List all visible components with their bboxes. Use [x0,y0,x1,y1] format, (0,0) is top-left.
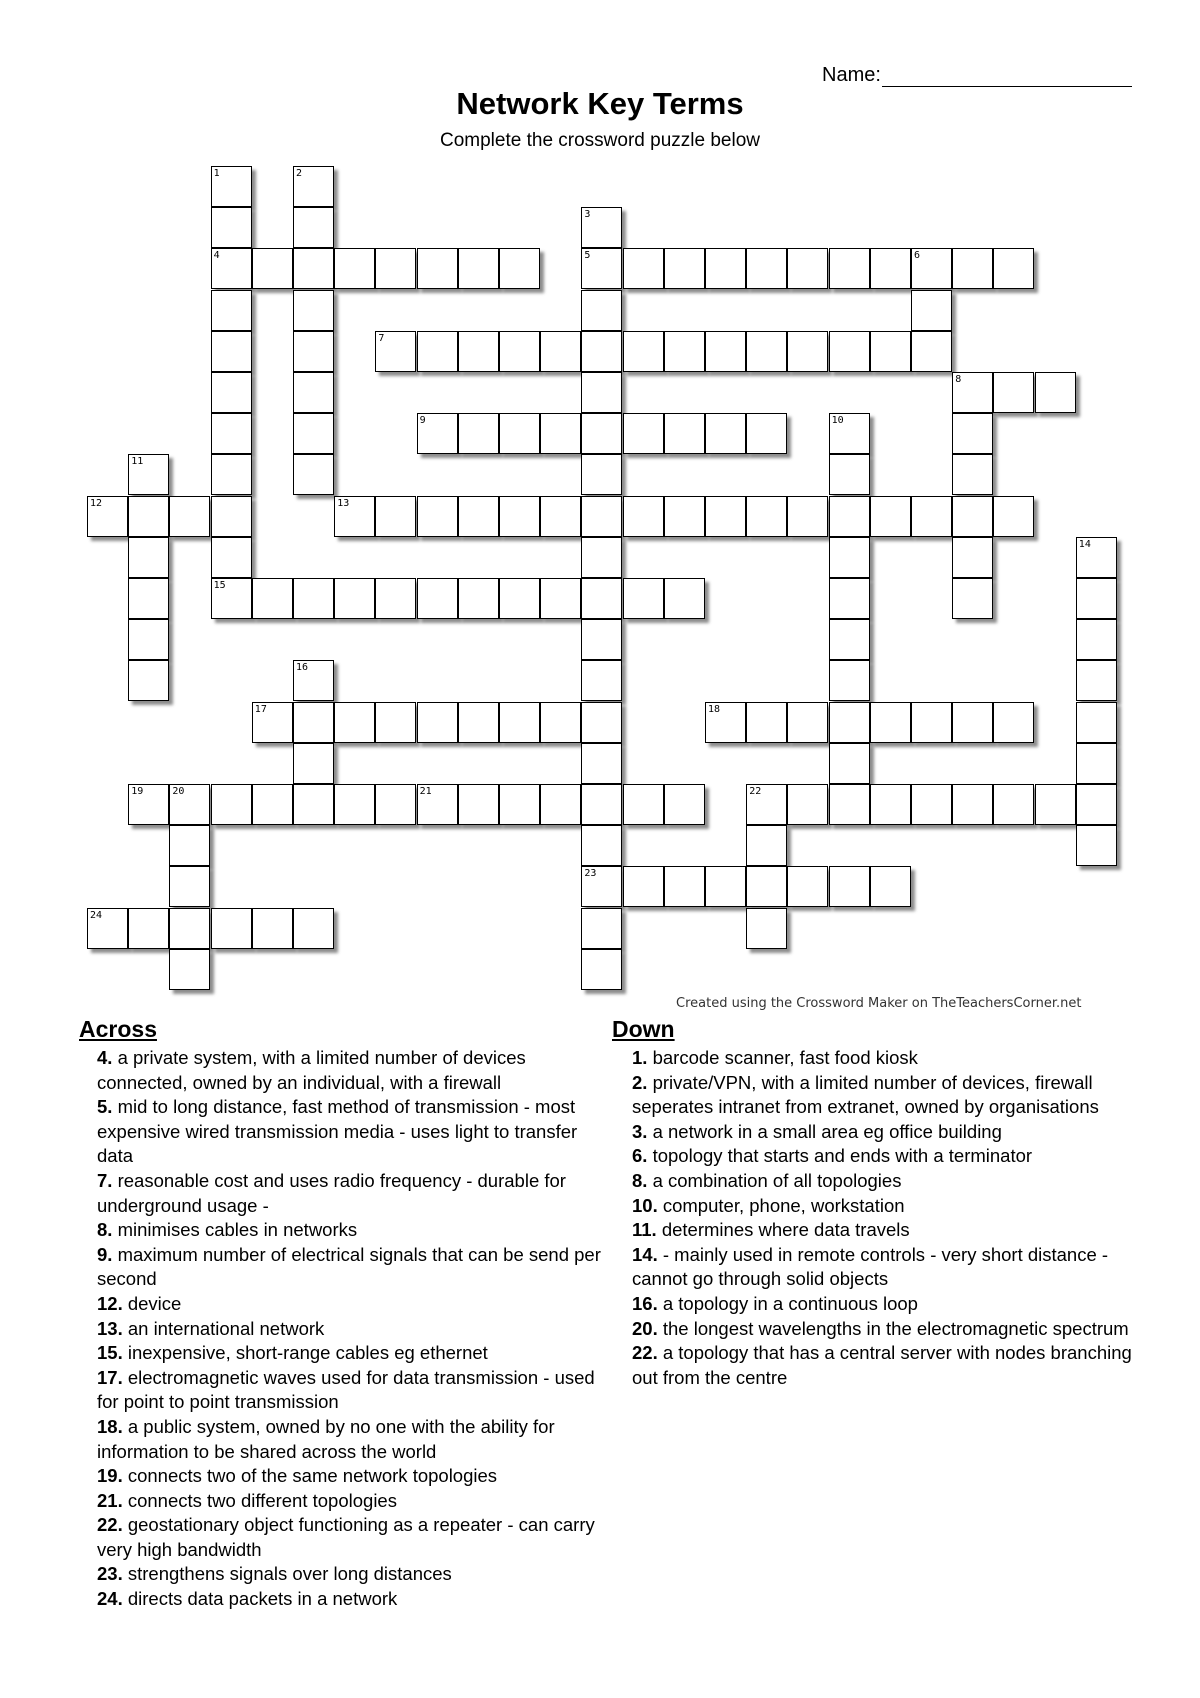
clue-number: 9. [97,1243,113,1265]
grid-cell[interactable] [829,413,870,454]
grid-cell[interactable] [1076,784,1117,825]
clue-number-label: 13 [337,497,350,509]
grid-cell[interactable] [375,496,416,537]
clue-text: private/VPN, with a limited number of devices, firewall seperates intranet from extranet, owned by organisations [632,1071,1099,1118]
clue-number: 12. [97,1292,123,1314]
grid-cell[interactable] [705,413,746,454]
grid-cell[interactable] [293,413,334,454]
grid-cell[interactable] [1076,825,1117,866]
grid-cell[interactable] [211,207,252,248]
clue-number: 22. [632,1342,658,1364]
grid-cell[interactable] [375,331,416,372]
clue-text: device [127,1292,182,1314]
clue-number: 14. [632,1243,658,1265]
across-clue [97,1243,607,1292]
clue-text: a combination of all topologies [652,1169,902,1191]
clue-text: a topology in a continuous loop [662,1292,918,1314]
clue-number: 3. [632,1120,648,1142]
across-clue [97,1513,607,1562]
clue-number: 8. [632,1169,648,1191]
grid-cell[interactable] [1035,372,1076,413]
clue-number: 20. [632,1317,658,1339]
grid-cell[interactable] [623,866,664,907]
grid-cell[interactable] [623,784,664,825]
grid-cell[interactable] [664,578,705,619]
clue-number: 17. [97,1366,123,1388]
grid-cell[interactable] [787,784,828,825]
grid-cell[interactable] [334,248,375,289]
grid-cell[interactable] [870,866,911,907]
clue-text: - mainly used in remote controls - very short distance - cannot go through solid objects [632,1243,1109,1290]
grid-cell[interactable] [458,248,499,289]
grid-cell[interactable] [952,702,993,743]
grid-cell[interactable] [829,784,870,825]
clue-text: a private system, with a limited number of devices connected, owned by an individual, with a firewall [97,1047,526,1093]
grid-cell[interactable] [746,784,787,825]
grid-cell[interactable] [417,578,458,619]
grid-cell[interactable] [581,496,622,537]
grid-cell[interactable] [870,331,911,372]
grid-cell[interactable] [128,496,169,537]
clue-number: 4. [97,1047,113,1068]
grid-cell[interactable] [911,248,952,289]
down-clue [632,1169,1132,1194]
grid-cell[interactable] [623,331,664,372]
grid-cell[interactable] [787,248,828,289]
name-label: Name: [822,64,881,86]
clue-number: 23. [97,1563,123,1585]
down-clue [632,1243,1132,1292]
clue-text: reasonable cost and uses radio frequency - durable for underground usage - [97,1169,566,1216]
clue-number-label: 22 [749,786,762,797]
grid-cell[interactable] [911,496,952,537]
grid-cell[interactable] [417,784,458,825]
clue-text: barcode scanner, fast food kiosk [652,1047,918,1068]
across-clue [97,1341,607,1366]
grid-cell[interactable] [829,496,870,537]
grid-cell[interactable] [829,578,870,619]
grid-cell[interactable] [746,248,787,289]
grid-cell[interactable] [581,825,622,866]
grid-cell[interactable] [293,784,334,825]
clue-number: 5. [97,1096,113,1118]
grid-cell[interactable] [787,496,828,537]
grid-cell[interactable] [705,866,746,907]
grid-cell[interactable] [252,702,293,743]
clue-number: 1. [632,1047,648,1068]
grid-cell[interactable] [458,578,499,619]
grid-cell[interactable] [499,496,540,537]
grid-cell[interactable] [952,496,993,537]
grid-cell[interactable] [293,454,334,495]
clue-number: 21. [97,1489,123,1511]
grid-cell[interactable] [540,784,581,825]
clue-number-label: 9 [419,415,426,427]
grid-cell[interactable] [993,248,1034,289]
grid-cell[interactable] [581,660,622,701]
grid-cell[interactable] [1076,619,1117,660]
grid-cell[interactable] [417,331,458,372]
grid-cell[interactable] [664,866,705,907]
grid-cell[interactable] [252,578,293,619]
down-clue [632,1317,1132,1342]
grid-cell[interactable] [211,908,252,949]
grid-cell[interactable] [581,784,622,825]
clue-text: maximum number of electrical signals that can be send per second [97,1243,601,1290]
down-clue [632,1071,1132,1120]
grid-cell[interactable] [458,413,499,454]
across-clue [97,1415,607,1464]
clue-number: 7. [97,1169,113,1191]
grid-cell[interactable] [334,496,375,537]
grid-cell[interactable] [87,496,128,537]
grid-cell[interactable] [664,331,705,372]
grid-cell[interactable] [1076,743,1117,784]
clue-number-label: 2 [296,168,303,179]
grid-cell[interactable] [581,290,622,331]
grid-cell[interactable] [952,454,993,495]
clue-number-label: 19 [131,786,144,797]
clue-text: directs data packets in a network [127,1588,398,1610]
grid-cell[interactable] [911,290,952,331]
grid-cell[interactable] [211,454,252,495]
across-clue [97,1489,607,1514]
clue-number-label: 1 [213,168,220,179]
clue-text: a public system, owned by no one with the ability for information to be shared across the world [97,1415,555,1462]
grid-cell[interactable] [540,702,581,743]
down-clue [632,1046,1132,1071]
grid-cell[interactable] [581,619,622,660]
clue-number: 6. [632,1145,648,1167]
grid-cell[interactable] [581,578,622,619]
grid-cell[interactable] [581,908,622,949]
grid-cell[interactable] [334,784,375,825]
grid-cell[interactable] [252,248,293,289]
grid-cell[interactable] [211,413,252,454]
grid-cell[interactable] [334,702,375,743]
grid-cell[interactable] [581,248,622,289]
clue-number: 15. [97,1342,123,1364]
grid-cell[interactable] [746,496,787,537]
clue-text: determines where data travels [661,1219,910,1241]
grid-cell[interactable] [128,908,169,949]
grid-cell[interactable] [417,702,458,743]
page-subtitle: Complete the crossword puzzle below [440,130,760,151]
grid-cell[interactable] [787,866,828,907]
grid-cell[interactable] [705,702,746,743]
clue-number-label: 14 [1078,538,1091,550]
clue-text: a network in a small area eg office building [652,1120,1002,1142]
grid-cell[interactable] [211,578,252,619]
grid-cell[interactable] [128,454,169,495]
grid-cell[interactable] [829,331,870,372]
grid-cell[interactable] [581,743,622,784]
grid-cell[interactable] [211,290,252,331]
grid-cell[interactable] [375,784,416,825]
grid-cell[interactable] [458,496,499,537]
grid-cell[interactable] [1035,784,1076,825]
grid-cell[interactable] [870,496,911,537]
clue-number-label: 15 [213,580,226,591]
grid-cell[interactable] [211,784,252,825]
clue-text: geostationary object functioning as a repeater - can carry very high bandwidth [97,1514,595,1560]
across-clue [97,1095,607,1169]
grid-cell[interactable] [746,413,787,454]
grid-cell[interactable] [334,578,375,619]
clue-text: topology that starts and ends with a terminator [652,1145,1033,1167]
grid-cell[interactable] [293,331,334,372]
grid-cell[interactable] [829,537,870,578]
grid-cell[interactable] [375,248,416,289]
grid-cell[interactable] [746,866,787,907]
grid-cell[interactable] [169,784,210,825]
clue-number-label: 3 [584,209,591,221]
clue-text: electromagnetic waves used for data transmission - used for point to point transmission [97,1366,595,1413]
grid-cell[interactable] [417,248,458,289]
grid-cell[interactable] [293,166,334,207]
across-clue-list [97,1046,607,1612]
grid-cell[interactable] [540,331,581,372]
grid-cell[interactable] [746,702,787,743]
grid-cell[interactable] [993,702,1034,743]
grid-cell[interactable] [252,908,293,949]
down-clue-list [632,1046,1132,1390]
grid-cell[interactable] [829,866,870,907]
clue-number: 10. [632,1194,658,1216]
grid-cell[interactable] [540,578,581,619]
grid-cell[interactable] [870,784,911,825]
clue-number-label: 7 [378,332,385,344]
grid-cell[interactable] [211,248,252,289]
grid-cell[interactable] [375,578,416,619]
grid-cell[interactable] [952,413,993,454]
down-clue [632,1194,1132,1219]
across-clue [97,1218,607,1243]
clue-text: connects two different topologies [127,1489,397,1511]
clue-text: the longest wavelengths in the electromagnetic spectrum [662,1317,1129,1339]
grid-cell[interactable] [211,166,252,207]
grid-cell[interactable] [952,248,993,289]
grid-cell[interactable] [664,496,705,537]
clue-number-label: 5 [584,250,591,262]
clue-number: 24. [97,1588,123,1610]
grid-cell[interactable] [293,207,334,248]
grid-cell[interactable] [664,413,705,454]
grid-cell[interactable] [169,949,210,990]
down-clue [632,1218,1132,1243]
across-clue [97,1587,607,1612]
grid-cell[interactable] [540,496,581,537]
grid-cell[interactable] [581,413,622,454]
grid-cell[interactable] [581,454,622,495]
grid-cell[interactable] [293,743,334,784]
grid-cell[interactable] [417,413,458,454]
clue-number-label: 17 [254,703,267,715]
across-clue [97,1046,607,1095]
clue-text: mid to long distance, fast method of transmission - most expensive wired transmission media - uses light to transfer data [97,1096,578,1167]
grid-cell[interactable] [870,702,911,743]
clue-number-label: 11 [131,456,144,468]
grid-cell[interactable] [870,248,911,289]
across-clue [97,1169,607,1218]
grid-cell[interactable] [623,578,664,619]
clue-number-label: 16 [296,662,309,674]
grid-cell[interactable] [664,784,705,825]
clue-number: 2. [632,1071,648,1093]
grid-cell[interactable] [705,248,746,289]
grid-cell[interactable] [952,372,993,413]
down-clue [632,1341,1132,1390]
grid-cell[interactable] [458,702,499,743]
grid-cell[interactable] [623,496,664,537]
clue-number: 18. [97,1415,123,1437]
clue-text: minimises cables in networks [117,1219,358,1241]
clue-text: connects two of the same network topologies [127,1465,498,1487]
grid-cell[interactable] [952,537,993,578]
grid-cell[interactable] [499,578,540,619]
grid-cell[interactable] [829,454,870,495]
grid-cell[interactable] [1076,537,1117,578]
grid-cell[interactable] [746,908,787,949]
grid-cell[interactable] [1076,702,1117,743]
grid-cell[interactable] [499,331,540,372]
grid-cell[interactable] [169,825,210,866]
grid-cell[interactable] [1076,660,1117,701]
grid-cell[interactable] [581,207,622,248]
grid-cell[interactable] [952,784,993,825]
grid-cell[interactable] [128,784,169,825]
grid-cell[interactable] [293,578,334,619]
clue-text: strengthens signals over long distances [127,1563,452,1585]
grid-cell[interactable] [829,702,870,743]
grid-cell[interactable] [993,372,1034,413]
credit-text: Created using the Crossword Maker on TheTeachersCorner.net [676,996,1082,1011]
grid-cell[interactable] [911,331,952,372]
grid-cell[interactable] [169,866,210,907]
grid-cell[interactable] [911,702,952,743]
down-clue [632,1144,1132,1169]
grid-cell[interactable] [746,825,787,866]
across-heading: Across [79,1016,157,1042]
clue-number: 22. [97,1514,123,1536]
grid-cell[interactable] [787,702,828,743]
grid-cell[interactable] [293,372,334,413]
grid-cell[interactable] [993,784,1034,825]
clue-number-label: 18 [708,703,721,715]
grid-cell[interactable] [581,372,622,413]
grid-cell[interactable] [499,413,540,454]
grid-cell[interactable] [540,413,581,454]
grid-cell[interactable] [293,290,334,331]
clue-number: 16. [632,1292,658,1314]
grid-cell[interactable] [623,248,664,289]
grid-cell[interactable] [293,248,334,289]
grid-cell[interactable] [211,331,252,372]
grid-cell[interactable] [581,702,622,743]
grid-cell[interactable] [787,331,828,372]
grid-cell[interactable] [252,784,293,825]
grid-cell[interactable] [499,784,540,825]
grid-cell[interactable] [581,537,622,578]
grid-cell[interactable] [623,413,664,454]
grid-cell[interactable] [169,496,210,537]
clue-number: 8. [97,1219,113,1241]
grid-cell[interactable] [829,248,870,289]
grid-cell[interactable] [87,908,128,949]
clue-number: 11. [632,1219,657,1241]
grid-cell[interactable] [293,660,334,701]
grid-cell[interactable] [581,866,622,907]
clue-number-label: 23 [584,868,597,880]
grid-cell[interactable] [499,702,540,743]
clue-number-label: 24 [90,909,103,921]
grid-cell[interactable] [993,496,1034,537]
grid-cell[interactable] [417,496,458,537]
grid-cell[interactable] [952,578,993,619]
grid-cell[interactable] [458,784,499,825]
clue-number: 19. [97,1465,123,1487]
clue-number-label: 10 [831,415,844,427]
grid-cell[interactable] [375,702,416,743]
grid-cell[interactable] [581,949,622,990]
grid-cell[interactable] [293,702,334,743]
grid-cell[interactable] [169,908,210,949]
down-heading: Down [612,1016,675,1042]
clue-number: 13. [97,1317,123,1339]
across-clue [97,1464,607,1489]
grid-cell[interactable] [829,619,870,660]
across-clue [97,1562,607,1587]
clue-number-label: 6 [914,250,921,262]
clue-number-label: 20 [172,786,185,797]
grid-cell[interactable] [458,331,499,372]
down-clue [632,1292,1132,1317]
grid-cell[interactable] [664,248,705,289]
grid-cell[interactable] [211,496,252,537]
grid-cell[interactable] [1076,578,1117,619]
grid-cell[interactable] [211,537,252,578]
grid-cell[interactable] [829,743,870,784]
grid-cell[interactable] [705,496,746,537]
clue-text: inexpensive, short-range cables eg ethernet [127,1342,488,1364]
grid-cell[interactable] [499,248,540,289]
grid-cell[interactable] [746,331,787,372]
clue-number-label: 8 [955,374,962,385]
grid-cell[interactable] [581,331,622,372]
grid-cell[interactable] [911,784,952,825]
grid-cell[interactable] [128,537,169,578]
grid-cell[interactable] [128,660,169,701]
clue-number-label: 4 [213,250,220,262]
grid-cell[interactable] [705,331,746,372]
clue-number-label: 21 [419,786,432,797]
grid-cell[interactable] [293,908,334,949]
down-clue [632,1120,1132,1145]
across-clue [97,1292,607,1317]
page-title: Network Key Terms [456,86,744,121]
grid-cell[interactable] [211,372,252,413]
across-clue [97,1366,607,1415]
grid-cell[interactable] [829,660,870,701]
clue-text: computer, phone, workstation [662,1194,905,1216]
clue-text: a topology that has a central server with nodes branching out from the centre [632,1342,1132,1388]
grid-cell[interactable] [128,578,169,619]
across-clue [97,1317,607,1342]
grid-cell[interactable] [128,619,169,660]
clue-text: an international network [127,1317,325,1339]
clue-number-label: 12 [90,497,103,509]
